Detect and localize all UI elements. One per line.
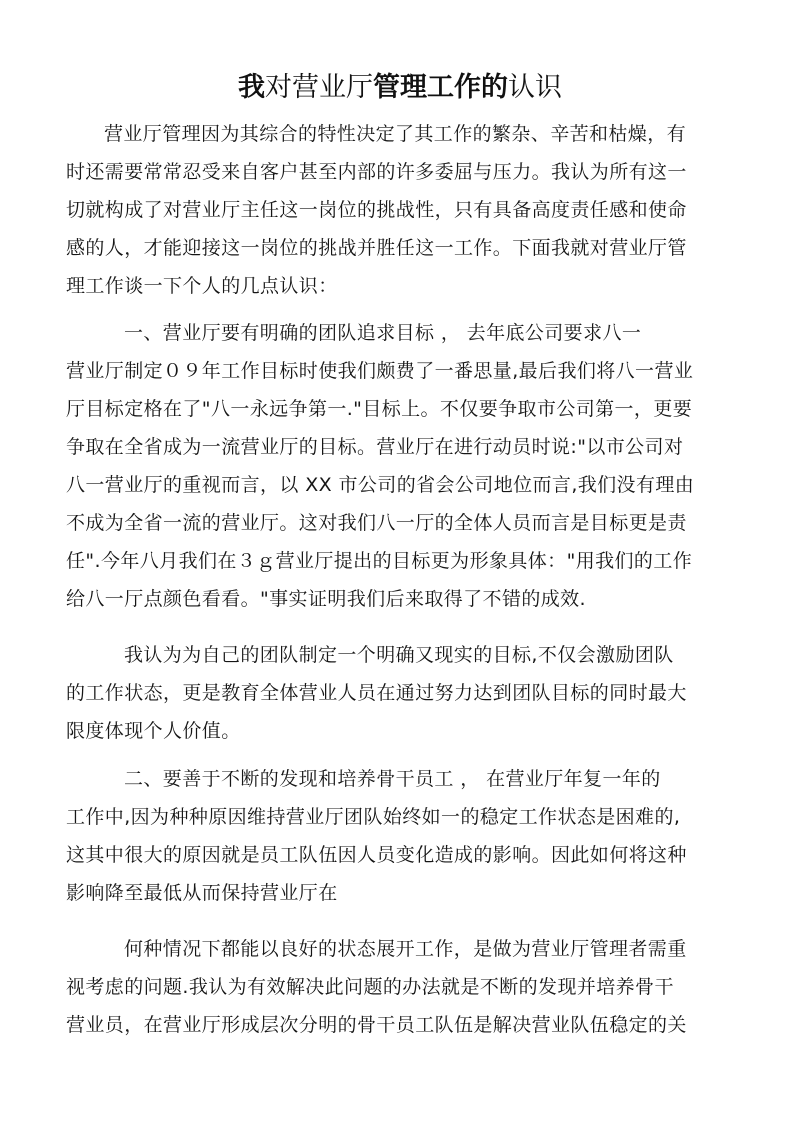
text-line: 营业厅管理因为其综合的特性决定了其工作的繁杂、辛苦和枯燥，有 [104, 123, 687, 145]
text-line: 给八一厅点颜色看看。"事实证明我们后来取得了不错的成效. [66, 588, 586, 610]
text-line: 这其中很大的原因就是员工队伍因人员变化造成的影响。因此如何将这种 [66, 844, 687, 866]
text-line: 切就构成了对营业厅主任这一岗位的挑战性，只有具备高度责任感和使命 [66, 199, 687, 221]
text-line: 争取在全省成为一流营业厅的目标。营业厅在进行动员时说:"以市公司对 [66, 436, 684, 458]
text-line: 营业厅制定０９年工作目标时使我们颇费了一番思量,最后我们将八一营业 [66, 360, 694, 382]
text-line: 不成为全省一流的营业厅。这对我们八一厅的全体人员而言是目标更是责 [66, 512, 687, 534]
page-title [0, 66, 800, 110]
text-line: 影响降至最低从而保持营业厅在 [66, 882, 338, 904]
text-line: 工作中,因为种种原因维持营业厅团队始终如一的稳定工作状态是困难的, [66, 806, 681, 828]
section-heading-1: 一、营业厅要有明确的团队追求目标 ， 去年底公司要求八一 [124, 322, 642, 344]
text-line: 八一营业厅的重视而言，以 XX 市公司的省会公司地位而言,我们没有理由 [66, 474, 695, 496]
text-line: 营业员，在营业厅形成层次分明的骨干员工队伍是解决营业队伍稳定的关 [66, 1014, 687, 1036]
title-part-3: 管理工作的 [373, 72, 508, 103]
text-line: 厅目标定格在了"八一永远争第一."目标上。不仅要争取市公司第一，更要 [66, 398, 693, 420]
title-part-2: 对营业厅 [265, 72, 373, 103]
text-line: 理工作谈一下个人的几点认识： [66, 275, 338, 297]
section-heading-2: 二、要善于不断的发现和培养骨干员工 ， 在营业厅年复一年的 [124, 768, 661, 790]
text-line: 感的人，才能迎接这一岗位的挑战并胜任这一工作。下面我就对营业厅管 [66, 237, 687, 259]
title-part-1: 我 [238, 72, 265, 103]
title-part-4: 认识 [508, 72, 562, 103]
text-line: 何种情况下都能以良好的状态展开工作，是做为营业厅管理者需重 [124, 938, 687, 960]
text-line: 任".今年八月我们在３ｇ营业厅提出的目标更为形象具体："用我们的工作 [66, 550, 693, 572]
text-line: 我认为为自己的团队制定一个明确又现实的目标,不仅会激励团队 [124, 644, 674, 666]
text-line: 的工作状态，更是教育全体营业人员在通过努力达到团队目标的同时最大 [66, 682, 687, 704]
text-line: 视考虑的问题.我认为有效解决此问题的办法就是不断的发现并培养骨干 [66, 976, 674, 998]
text-line: 限度体现个人价值。 [66, 720, 241, 742]
text-line: 时还需要常常忍受来自客户甚至内部的许多委屈与压力。我认为所有这一 [66, 161, 687, 183]
